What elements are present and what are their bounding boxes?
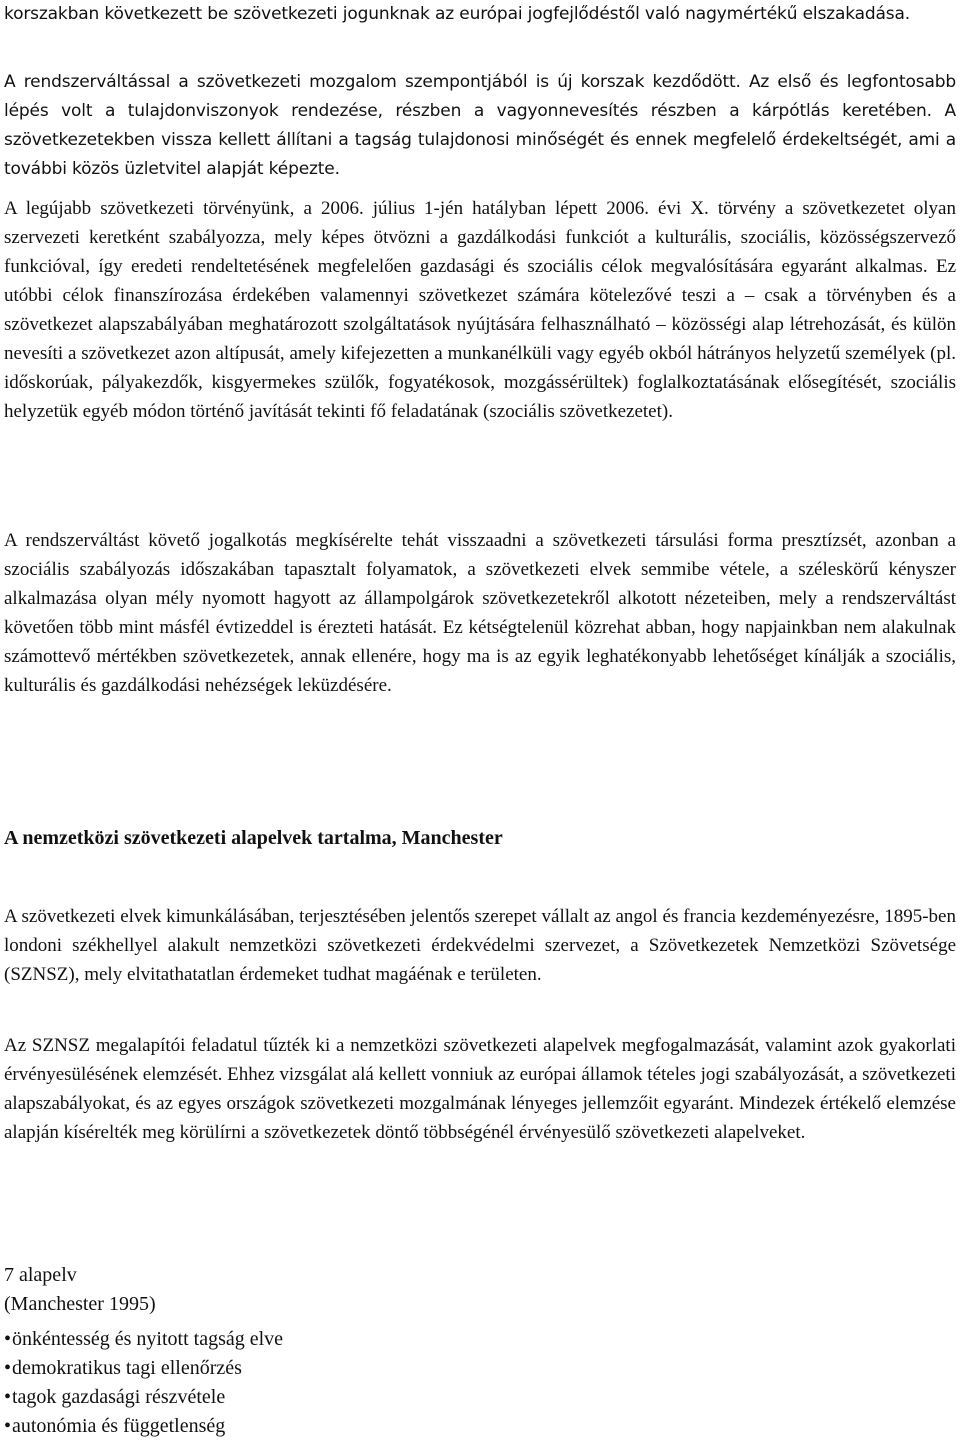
- list-item: [4, 1412, 956, 1441]
- paragraph-4-text: A rendszerváltást követő jogalkotás megkísérelte tehát visszaadni a szövetkezeti társulási forma presztízsét, azonban a szociális szabályozás időszakában tapasztalt folyamatok, a szövetkezeti elvek semmibe vétele, a széleskörű kényszer alkalmazása olyan mély nyomott hagyott az állampolgárok szövetkezetekről alkotott nézeteiben, mely a rendszerváltást követően több mint másfél évtizeddel is érezteti hatását. Ez kétségtelenül közrehat abban, hogy napjainkban nem alakulnak számottevő mértékben szövetkezetek, annak ellenére, hogy ma is az egyik leghatékonyabb lehetőséget kínálják a szociális, kulturális és gazdálkodási nehézségek leküzdésére.: [4, 530, 956, 696]
- principles-list: [4, 1325, 956, 1441]
- paragraph-1: [4, 0, 956, 29]
- paragraph-2: [4, 68, 956, 184]
- bullet-icon: •: [4, 1415, 12, 1437]
- section-heading-text: A nemzetközi szövetkezeti alapelvek tartalma, Manchester: [4, 827, 503, 849]
- paragraph-5-text: A szövetkezeti elvek kimunkálásában, terjesztésében jelentős szerepet vállalt az angol és francia kezdeményezésre, 1895-ben londoni székhellyel alakult nemzetközi szövetkezeti érdekvédelmi szervezet, a Szövetkezetek Nemzetközi Szövetsége (SZNSZ), mely elvitathatatlan érdemeket tudhat magáénak e területen.: [4, 906, 956, 985]
- document-page: [4, 0, 956, 1444]
- paragraph-1-text: korszakban következett be szövetkezeti jogunknak az európai jogfejlődéstől való nagymértékű elszakadása.: [4, 4, 911, 24]
- list-item: [4, 1325, 956, 1354]
- list-item-text: tagok gazdasági részvétele: [12, 1386, 226, 1408]
- list-item-text: önkéntesség és nyitott tagság elve: [12, 1328, 284, 1350]
- paragraph-6: [4, 1031, 956, 1147]
- paragraph-3: [4, 194, 956, 426]
- bullet-icon: •: [4, 1328, 12, 1350]
- list-item: [4, 1383, 956, 1412]
- list-item-text: autonómia és függetlenség: [12, 1415, 226, 1437]
- bullet-icon: •: [4, 1386, 12, 1408]
- list-item: [4, 1354, 956, 1383]
- paragraph-2a: A rendszerváltással a szövetkezeti mozgalom szempontjából is új korszak kezdődött. Az első és legfontosabb lépés volt a tulajdonviszonyok rendezése, részben a vagyonnevesítés részben a kárpótlás keretében.: [4, 72, 956, 121]
- paragraph-2b: A szövetkezetekben vissza kellett állítani a tagság tulajdonosi minőségét és ennek megfelelő érdekeltségét, ami a további közös üzletvitel alapját képezte.: [4, 101, 956, 179]
- paragraph-4: [4, 526, 956, 700]
- list-item-text: demokratikus tagi ellenőrzés: [12, 1357, 242, 1379]
- paragraph-5: [4, 902, 956, 989]
- bullet-icon: •: [4, 1357, 12, 1379]
- paragraph-2-text: [4, 68, 956, 184]
- list-title-count: 7 alapelv: [4, 1264, 77, 1286]
- list-title-place: (Manchester 1995): [4, 1293, 156, 1315]
- paragraph-6-text: Az SZNSZ megalapítói feladatul tűzték ki a nemzetközi szövetkezeti alapelvek megfogalmazását, valamint azok gyakorlati érvényesülésének elemzését. Ehhez vizsgálat alá kellett vonniuk az európai államok tételes jogi szabályozását, a szövetkezeti alapszabályokat, és az egyes országok szövetkezeti mozgalmának lényeges jellemzőit egyaránt. Mindezek értékelő elemzése alapján kísérelték meg körülírni a szövetkezetek döntő többségénél érvényesülő szövetkezeti alapelveket.: [4, 1035, 956, 1143]
- paragraph-3-text: A legújabb szövetkezeti törvényünk, a 2006. július 1-jén hatályban lépett 2006. évi X. törvény a szövetkezetet olyan szervezeti keretként szabályozza, mely képes ötvözni a gazdálkodási funkciót a kulturális, szociális, közösségszervező funkcióval, így eredeti rendeltetésének megfelelően gazdasági és szociális célok megvalósítására egyaránt alkalmas. Ez utóbbi célok finanszírozása érdekében valamennyi szövetkezet számára kötelezővé teszi a – csak a törvényben és a szövetkezet alapszabályában meghatározott szolgáltatások nyújtására felhasználható – közösségi alap létrehozását, és külön nevesíti a szövetkezet azon altípusát, amely kifejezetten a munkanélküli vagy egyéb okból hátrányos helyzetű személyek (pl. időskorúak, pályakezdők, kisgyermekes szülők, fogyatékosok, mozgássérültek) foglalkoztatásának elősegítését, szociális helyzetük egyéb módon történő javítását tekinti fő feladatának (szociális szövetkezetet).: [4, 198, 956, 422]
- section-heading: [4, 824, 956, 853]
- principles-list-block: [4, 1261, 956, 1441]
